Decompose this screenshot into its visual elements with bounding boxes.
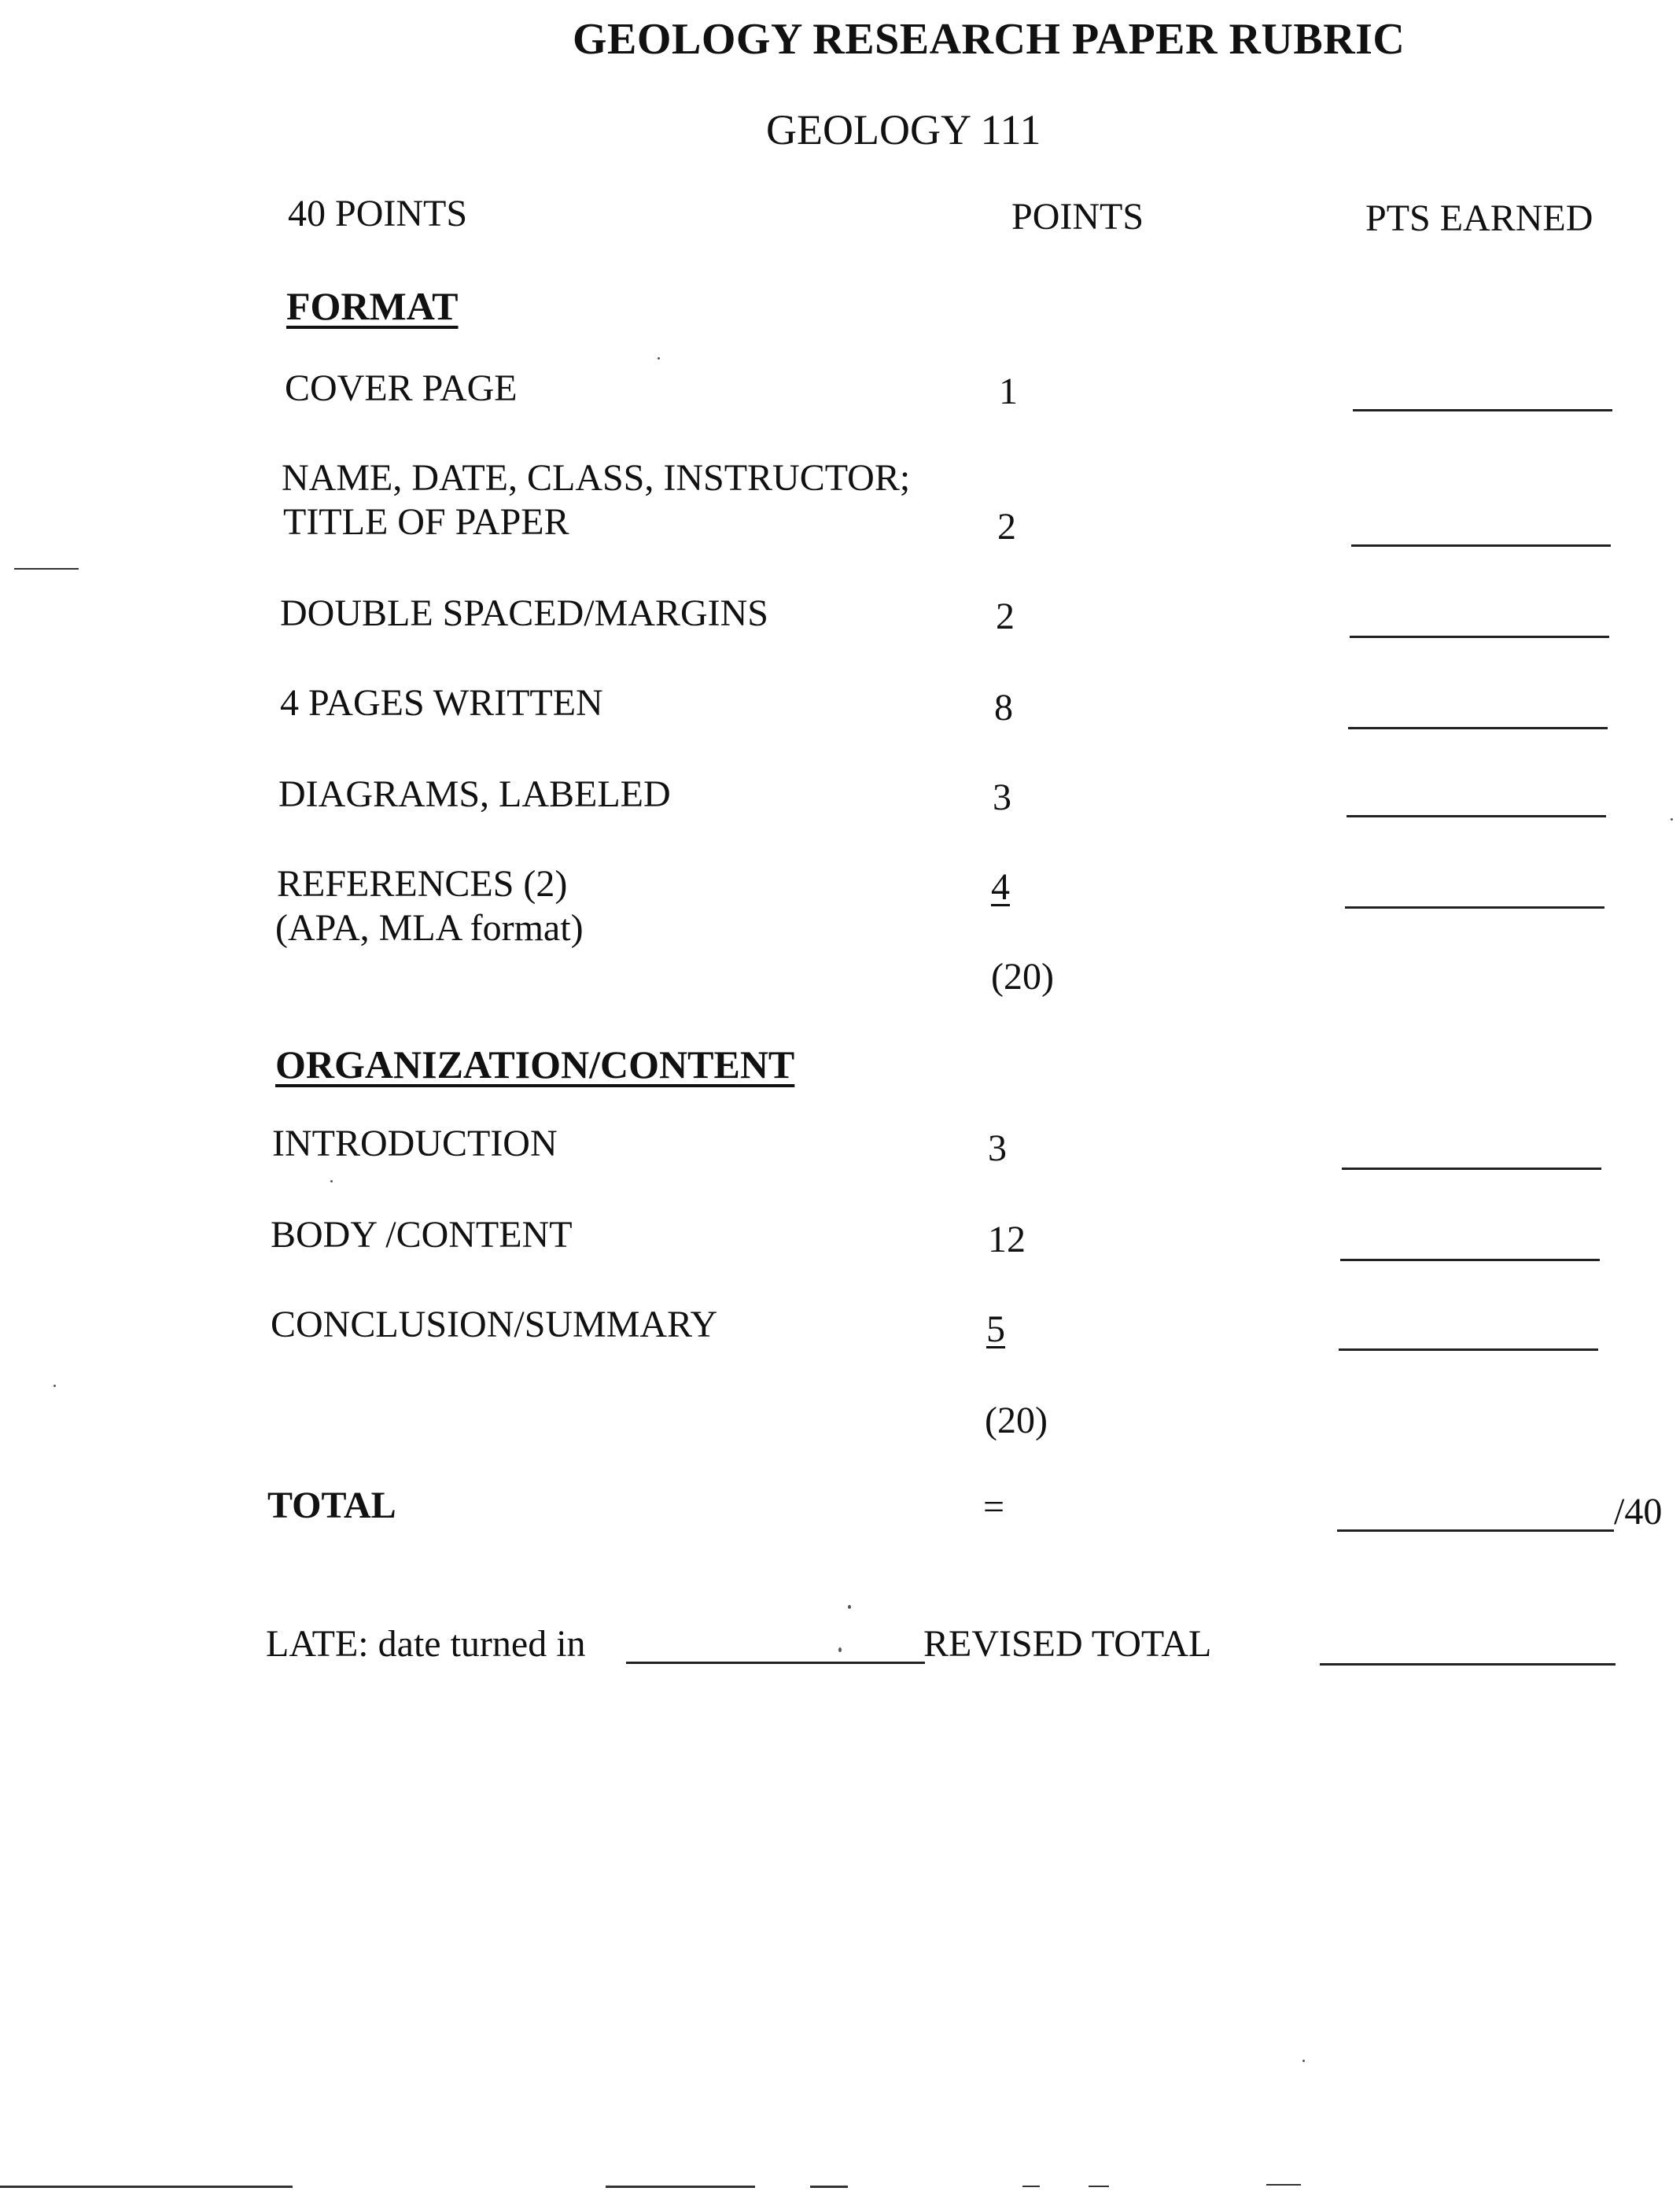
organization-item-points: 3	[988, 1127, 1007, 1169]
scan-speck	[838, 1647, 842, 1652]
pts-earned-blank[interactable]	[1348, 727, 1608, 729]
format-section-heading: FORMAT	[286, 284, 459, 328]
revised-total-blank[interactable]	[1320, 1663, 1616, 1666]
pts-earned-blank[interactable]	[1351, 544, 1611, 547]
organization-item-label: CONCLUSION/SUMMARY	[271, 1304, 718, 1345]
format-item-label: DOUBLE SPACED/MARGINS	[280, 592, 768, 634]
scan-mark	[810, 2186, 848, 2188]
scan-speck	[658, 357, 660, 360]
pts-earned-blank[interactable]	[1342, 1168, 1601, 1170]
format-item-label-line2: (APA, MLA format)	[275, 907, 584, 949]
scan-mark	[1089, 2186, 1109, 2187]
organization-item-points: 12	[988, 1219, 1026, 1260]
scan-speck	[1671, 818, 1673, 821]
format-item-label: NAME, DATE, CLASS, INSTRUCTOR;	[282, 457, 911, 499]
scan-speck	[1302, 2060, 1305, 2062]
pts-earned-blank[interactable]	[1353, 409, 1612, 411]
pts-earned-blank[interactable]	[1347, 815, 1606, 817]
format-item-label: DIAGRAMS, LABELED	[278, 773, 671, 815]
format-item-label: 4 PAGES WRITTEN	[280, 682, 603, 724]
course-name: GEOLOGY 111	[766, 106, 1041, 153]
format-item-label: COVER PAGE	[285, 367, 518, 409]
pts-earned-blank[interactable]	[1345, 906, 1604, 909]
pts-earned-blank[interactable]	[1339, 1348, 1598, 1351]
format-item-points: 2	[996, 596, 1015, 637]
format-item-label-line2: TITLE OF PAPER	[283, 501, 569, 543]
organization-item-label: INTRODUCTION	[272, 1123, 558, 1164]
pts-earned-blank[interactable]	[1350, 636, 1609, 638]
format-item-points: 4	[991, 866, 1010, 908]
format-item-points: 8	[994, 687, 1013, 729]
total-points-header: 40 POINTS	[288, 193, 468, 234]
scan-mark	[0, 2186, 293, 2188]
pts-earned-blank[interactable]	[1340, 1259, 1600, 1261]
revised-total-label: REVISED TOTAL	[923, 1623, 1212, 1665]
late-date-blank[interactable]	[626, 1662, 925, 1664]
format-item-points: 1	[999, 371, 1018, 412]
points-column-header: POINTS	[1011, 196, 1144, 238]
organization-item-label: BODY /CONTENT	[271, 1214, 573, 1256]
total-label: TOTAL	[267, 1485, 396, 1526]
format-item-label: REFERENCES (2)	[277, 863, 568, 905]
format-item-points: 3	[993, 777, 1011, 818]
organization-subtotal: (20)	[985, 1400, 1048, 1441]
pts-earned-column-header: PTS EARNED	[1365, 197, 1593, 239]
scan-mark	[1022, 2186, 1040, 2187]
scan-speck	[330, 1180, 333, 1182]
organization-item-points: 5	[986, 1308, 1005, 1350]
total-equals: =	[983, 1486, 1005, 1528]
scan-mark	[606, 2186, 755, 2188]
scan-speck	[53, 1385, 56, 1387]
scan-speck	[848, 1605, 851, 1609]
page-title: GEOLOGY RESEARCH PAPER RUBRIC	[573, 15, 1406, 64]
format-item-points: 2	[997, 506, 1016, 548]
scan-mark	[14, 568, 79, 570]
total-blank[interactable]	[1337, 1529, 1614, 1532]
organization-section-heading: ORGANIZATION/CONTENT	[275, 1042, 795, 1086]
late-label: LATE: date turned in	[266, 1623, 586, 1665]
total-out-of: /40	[1614, 1491, 1663, 1533]
format-subtotal: (20)	[991, 956, 1054, 998]
scan-mark	[1266, 2184, 1301, 2186]
